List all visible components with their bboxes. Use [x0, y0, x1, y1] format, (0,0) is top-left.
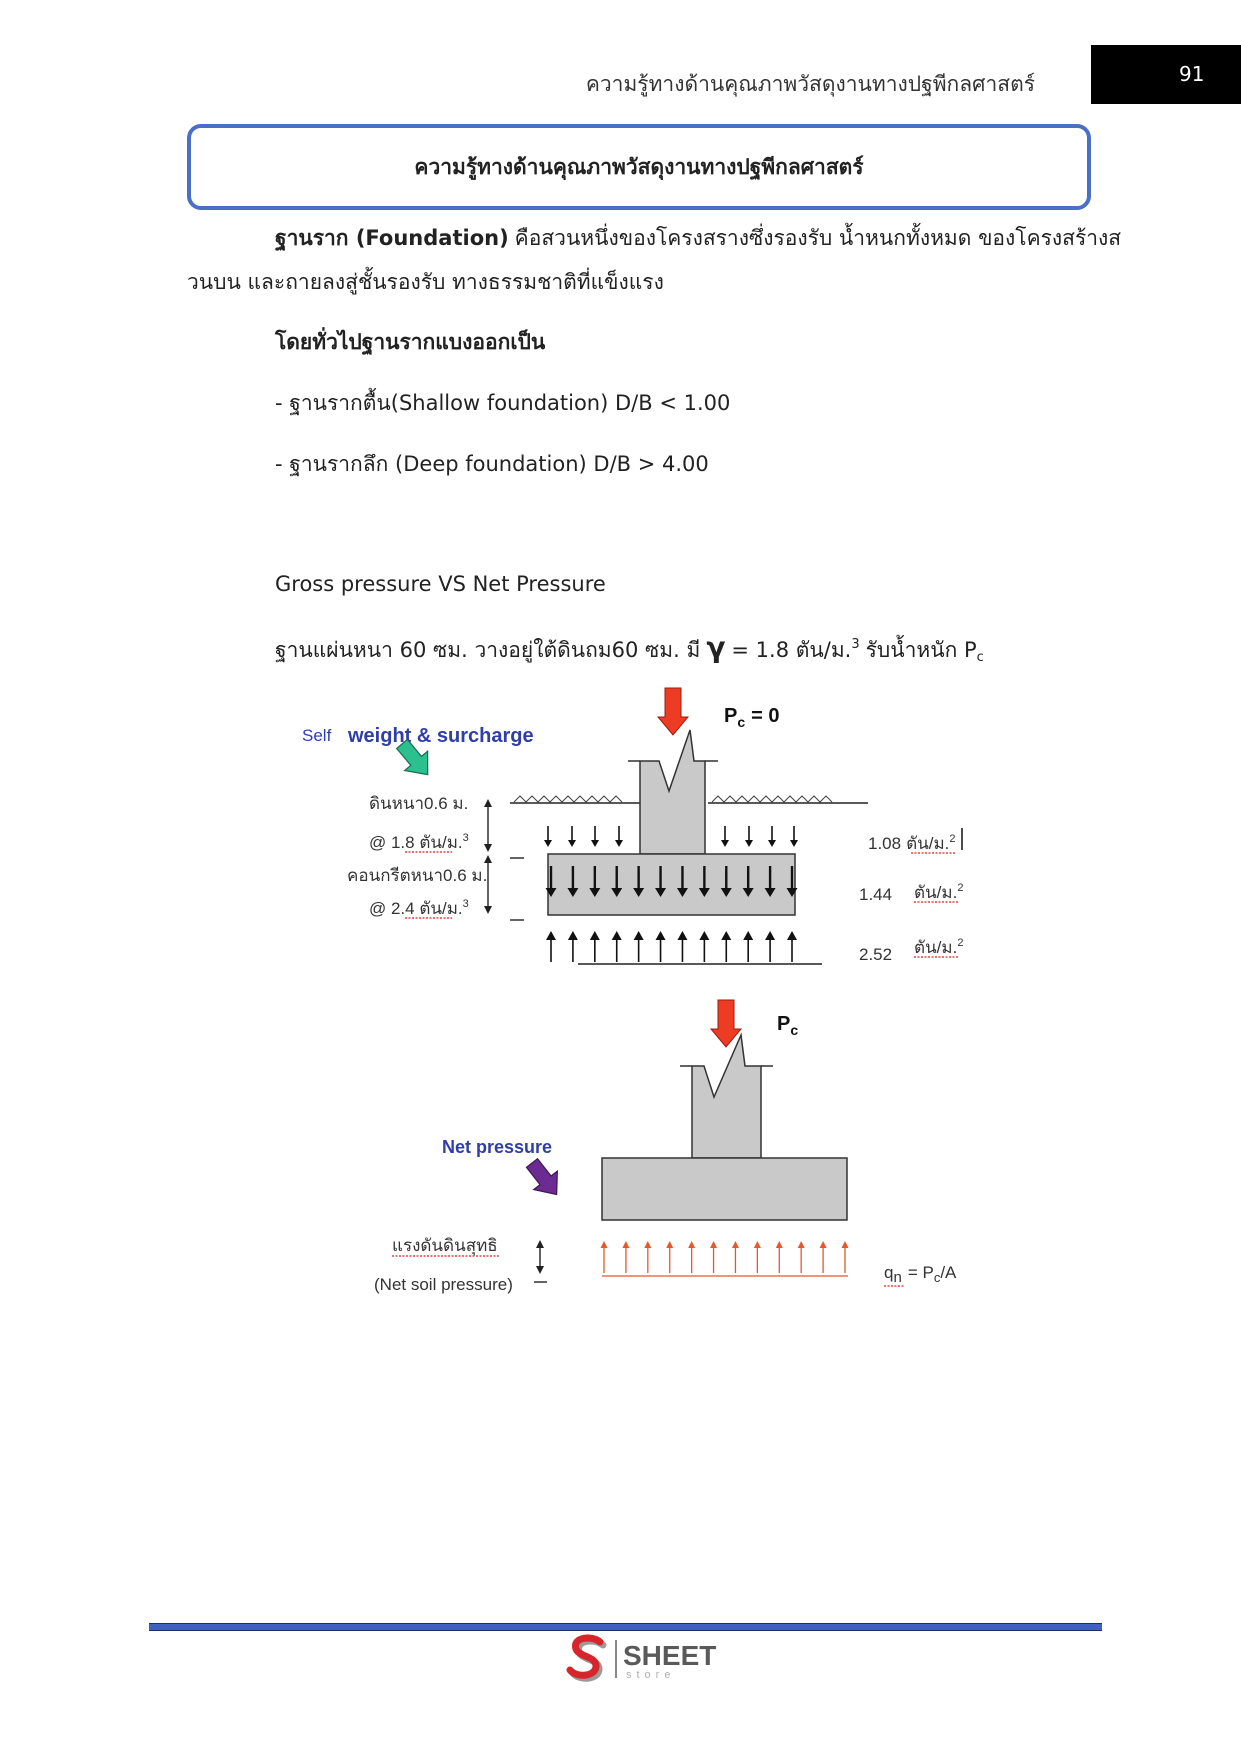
formula-equals-p: = P	[907, 1263, 934, 1282]
net-pressure-arrow	[798, 1241, 805, 1273]
section-heading: Gross pressure VS Net Pressure	[275, 572, 606, 596]
concrete-unit-weight-label	[369, 898, 469, 918]
net-pressure-arrow	[820, 1241, 827, 1273]
concrete-thickness-label: คอนกรีตหนา0.6 ม.	[347, 866, 488, 885]
problem-unit-weight: = 1.8 ตัน/ม.	[731, 638, 852, 662]
soil-load-arrow	[591, 826, 599, 847]
gross-reaction-arrow-head	[612, 931, 622, 940]
soil-load-arrow	[721, 826, 729, 847]
net-pressure-arrow	[754, 1241, 761, 1273]
soil-load-arrow	[768, 826, 776, 847]
gross-reaction-arrow	[765, 931, 775, 962]
intro-paragraph-line-2: วนบน และถายลงสู่ชั้นรองรับ ทางธรรมชาติที่แข็งแรง	[187, 270, 664, 294]
soil-pressure-label	[868, 833, 956, 853]
formula-tail: /A	[940, 1263, 957, 1282]
net-pressure-label: Net pressure	[442, 1137, 553, 1157]
net-pressure-formula	[884, 1263, 957, 1286]
gross-reaction-arrow-head	[721, 931, 731, 940]
concrete-pressure-exponent: 2	[957, 882, 964, 894]
soil-load-arrow-head	[745, 840, 753, 847]
gross-reaction-arrow	[787, 931, 797, 962]
net-pressure-arrow	[666, 1241, 673, 1273]
column	[640, 730, 705, 854]
load-subscript: c	[737, 714, 746, 730]
gross-pressure-value: 2.52	[859, 945, 893, 964]
soil-load-arrow	[615, 826, 623, 847]
gross-pressure-diagram	[302, 688, 963, 964]
soil-load-arrow	[790, 826, 798, 847]
foundation-types-heading: โดยทั่วไปฐานรากแบงออกเป็น	[275, 330, 546, 354]
gross-pressure-unit-label	[914, 937, 963, 957]
soil-load-arrow-head	[568, 840, 576, 847]
net-pressure-diagram	[374, 1000, 957, 1294]
soil-dimension-arrow	[484, 799, 492, 852]
net-pressure-arrow	[688, 1241, 695, 1273]
dimension-head-up	[484, 855, 492, 863]
dimension-head-up	[536, 1240, 544, 1248]
intro-definition: คือสวนหนึ่งของโครงสรางซึ่งรองรับ น้ำหนกทั้งหมด ของโครงสร้างส	[514, 226, 1122, 250]
gross-reaction-arrow	[546, 931, 556, 962]
problem-load-text: รับน้ำหนัก P	[865, 638, 977, 662]
footing	[602, 1158, 847, 1220]
net-pressure-pointer-arrow	[520, 1154, 568, 1204]
gross-reaction-arrow	[634, 931, 644, 962]
gross-reaction-arrow	[612, 931, 622, 962]
logo-wordmark: SHEET	[623, 1640, 717, 1671]
net-pressure-arrow-head	[754, 1241, 761, 1248]
dimension-head-down	[484, 844, 492, 852]
gross-pressure-unit: ตัน/ม.	[914, 938, 958, 957]
problem-unit-exponent: 3	[851, 637, 860, 652]
gross-pressure-exponent: 2	[957, 937, 964, 949]
soil-load-arrow-head	[615, 840, 623, 847]
column-load-arrow	[711, 1000, 741, 1047]
problem-statement	[275, 633, 984, 665]
foundation-type-item: - ฐานรากลึก (Deep foundation) D/B > 4.00	[275, 452, 709, 476]
problem-text: ฐานแผ่นหนา 60 ซม. วางอยู่ใต้ดินถม60 ซม. มี	[275, 638, 701, 662]
net-pressure-arrows	[601, 1241, 849, 1273]
net-pressure-arrow-head	[688, 1241, 695, 1248]
gross-reaction-arrow	[677, 931, 687, 962]
net-pressure-arrow-head	[644, 1241, 651, 1248]
net-pressure-arrow-head	[798, 1241, 805, 1248]
net-pressure-arrow-head	[776, 1241, 783, 1248]
net-pressure-arrow-head	[601, 1241, 608, 1248]
gross-reaction-arrow	[743, 931, 753, 962]
soil-load-arrow-head	[790, 840, 798, 847]
gross-reaction-arrow	[568, 931, 578, 962]
net-pressure-arrow	[601, 1241, 608, 1273]
concrete-unit-weight-text: @ 2.4 ตัน/ม.	[369, 899, 463, 918]
formula-q-subscript: n	[893, 1269, 902, 1286]
gamma-symbol: γ	[706, 631, 726, 664]
gross-reaction-arrow-head	[634, 931, 644, 940]
sheet-store-logo-icon	[562, 1632, 622, 1684]
column	[692, 1035, 761, 1158]
gross-reaction-arrow-head	[765, 931, 775, 940]
ground-hatch	[712, 796, 832, 802]
net-soil-pressure-english: (Net soil pressure)	[374, 1275, 513, 1294]
gross-reaction-arrow	[656, 931, 666, 962]
soil-pressure-value: 1.08	[868, 834, 902, 853]
intro-term: ฐานราก (Foundation)	[275, 226, 509, 250]
gross-reaction-arrow-head	[743, 931, 753, 940]
net-pressure-arrow-head	[820, 1241, 827, 1248]
net-pressure-arrow	[710, 1241, 717, 1273]
soil-thickness-label: ดินหนา0.6 ม.	[369, 794, 469, 813]
soil-pressure-unit: ตัน/ม.	[906, 834, 950, 853]
gross-reaction-arrow-head	[656, 931, 666, 940]
soil-pressure-exponent: 2	[949, 833, 956, 845]
load-symbol: P	[724, 705, 738, 727]
net-pressure-arrow-head	[710, 1241, 717, 1248]
running-title: ความรู้ทางด้านคุณภาพวัสดุงานทางปฐพีกลศาสตร์	[585, 72, 1035, 96]
load-subscript: c	[790, 1022, 799, 1038]
soil-load-arrow-head	[721, 840, 729, 847]
chapter-title-box	[187, 124, 1091, 210]
net-pressure-arrow	[732, 1241, 739, 1273]
net-pressure-arrow-head	[622, 1241, 629, 1248]
net-pressure-arrow-head	[732, 1241, 739, 1248]
intro-paragraph-line-1	[275, 223, 1122, 253]
gross-reaction-arrow	[699, 931, 709, 962]
net-pressure-arrow	[842, 1241, 849, 1273]
net-dimension-arrow	[536, 1240, 544, 1274]
self-label: Self	[302, 726, 332, 745]
gross-reaction-arrow-head	[699, 931, 709, 940]
gross-reaction-arrow-head	[787, 931, 797, 940]
net-pressure-arrow	[622, 1241, 629, 1273]
net-pressure-arrow-head	[666, 1241, 673, 1248]
gross-reaction-arrow-head	[590, 931, 600, 940]
column-load-arrow	[658, 688, 688, 735]
column-load-label	[777, 1013, 798, 1038]
surcharge-label: weight & surcharge	[348, 725, 534, 747]
load-symbol: P	[777, 1013, 791, 1035]
gross-reaction-arrow	[721, 931, 731, 962]
dimension-head-down	[536, 1266, 544, 1274]
load-value: = 0	[751, 705, 780, 727]
column-load-label	[724, 705, 780, 730]
soil-load-arrow-head	[768, 840, 776, 847]
concrete-unit-weight-exponent: 3	[462, 898, 469, 910]
dimension-head-up	[484, 799, 492, 807]
footing	[548, 854, 795, 915]
soil-unit-weight-label	[369, 832, 469, 852]
soil-unit-weight-text: @ 1.8 ตัน/ม.	[369, 833, 463, 852]
gross-reaction-arrow-head	[568, 931, 578, 940]
soil-load-arrow	[568, 826, 576, 847]
net-pressure-arrow	[776, 1241, 783, 1273]
ground-hatch	[514, 796, 622, 802]
concrete-pressure-value: 1.44	[859, 885, 893, 904]
soil-unit-weight-exponent: 3	[462, 832, 469, 844]
foundation-type-item: - ฐานรากตื้น(Shallow foundation) D/B < 1.00	[275, 391, 731, 415]
dimension-head-down	[484, 906, 492, 914]
footer-rule	[149, 1623, 1102, 1631]
gross-reaction-arrow	[590, 931, 600, 962]
concrete-pressure-unit: ตัน/ม.	[914, 883, 958, 902]
soil-load-arrow-head	[544, 840, 552, 847]
net-pressure-arrow-head	[842, 1241, 849, 1248]
problem-load-subscript: c	[976, 650, 984, 665]
logo-tagline: store	[626, 1669, 676, 1681]
gross-reaction-arrow-head	[677, 931, 687, 940]
soil-load-arrow-head	[591, 840, 599, 847]
gross-reaction-arrows	[546, 931, 797, 962]
soil-load-arrow	[544, 826, 552, 847]
net-soil-pressure-thai: แรงดันดินสุทธิ	[392, 1236, 498, 1255]
page-number-box	[1091, 45, 1241, 104]
net-pressure-arrow	[644, 1241, 651, 1273]
chapter-title: ความรู้ทางด้านคุณภาพวัสดุงานทางปฐพีกลศาสตร์	[414, 155, 864, 179]
concrete-pressure-unit-label	[914, 882, 963, 902]
formula-p-subscript: c	[933, 1270, 941, 1285]
foundation-pressure-diagrams	[0, 680, 1241, 1320]
formula-q: q	[884, 1263, 894, 1282]
gross-reaction-arrow-head	[546, 931, 556, 940]
page-number: 91	[1179, 62, 1205, 86]
soil-load-arrow	[745, 826, 753, 847]
